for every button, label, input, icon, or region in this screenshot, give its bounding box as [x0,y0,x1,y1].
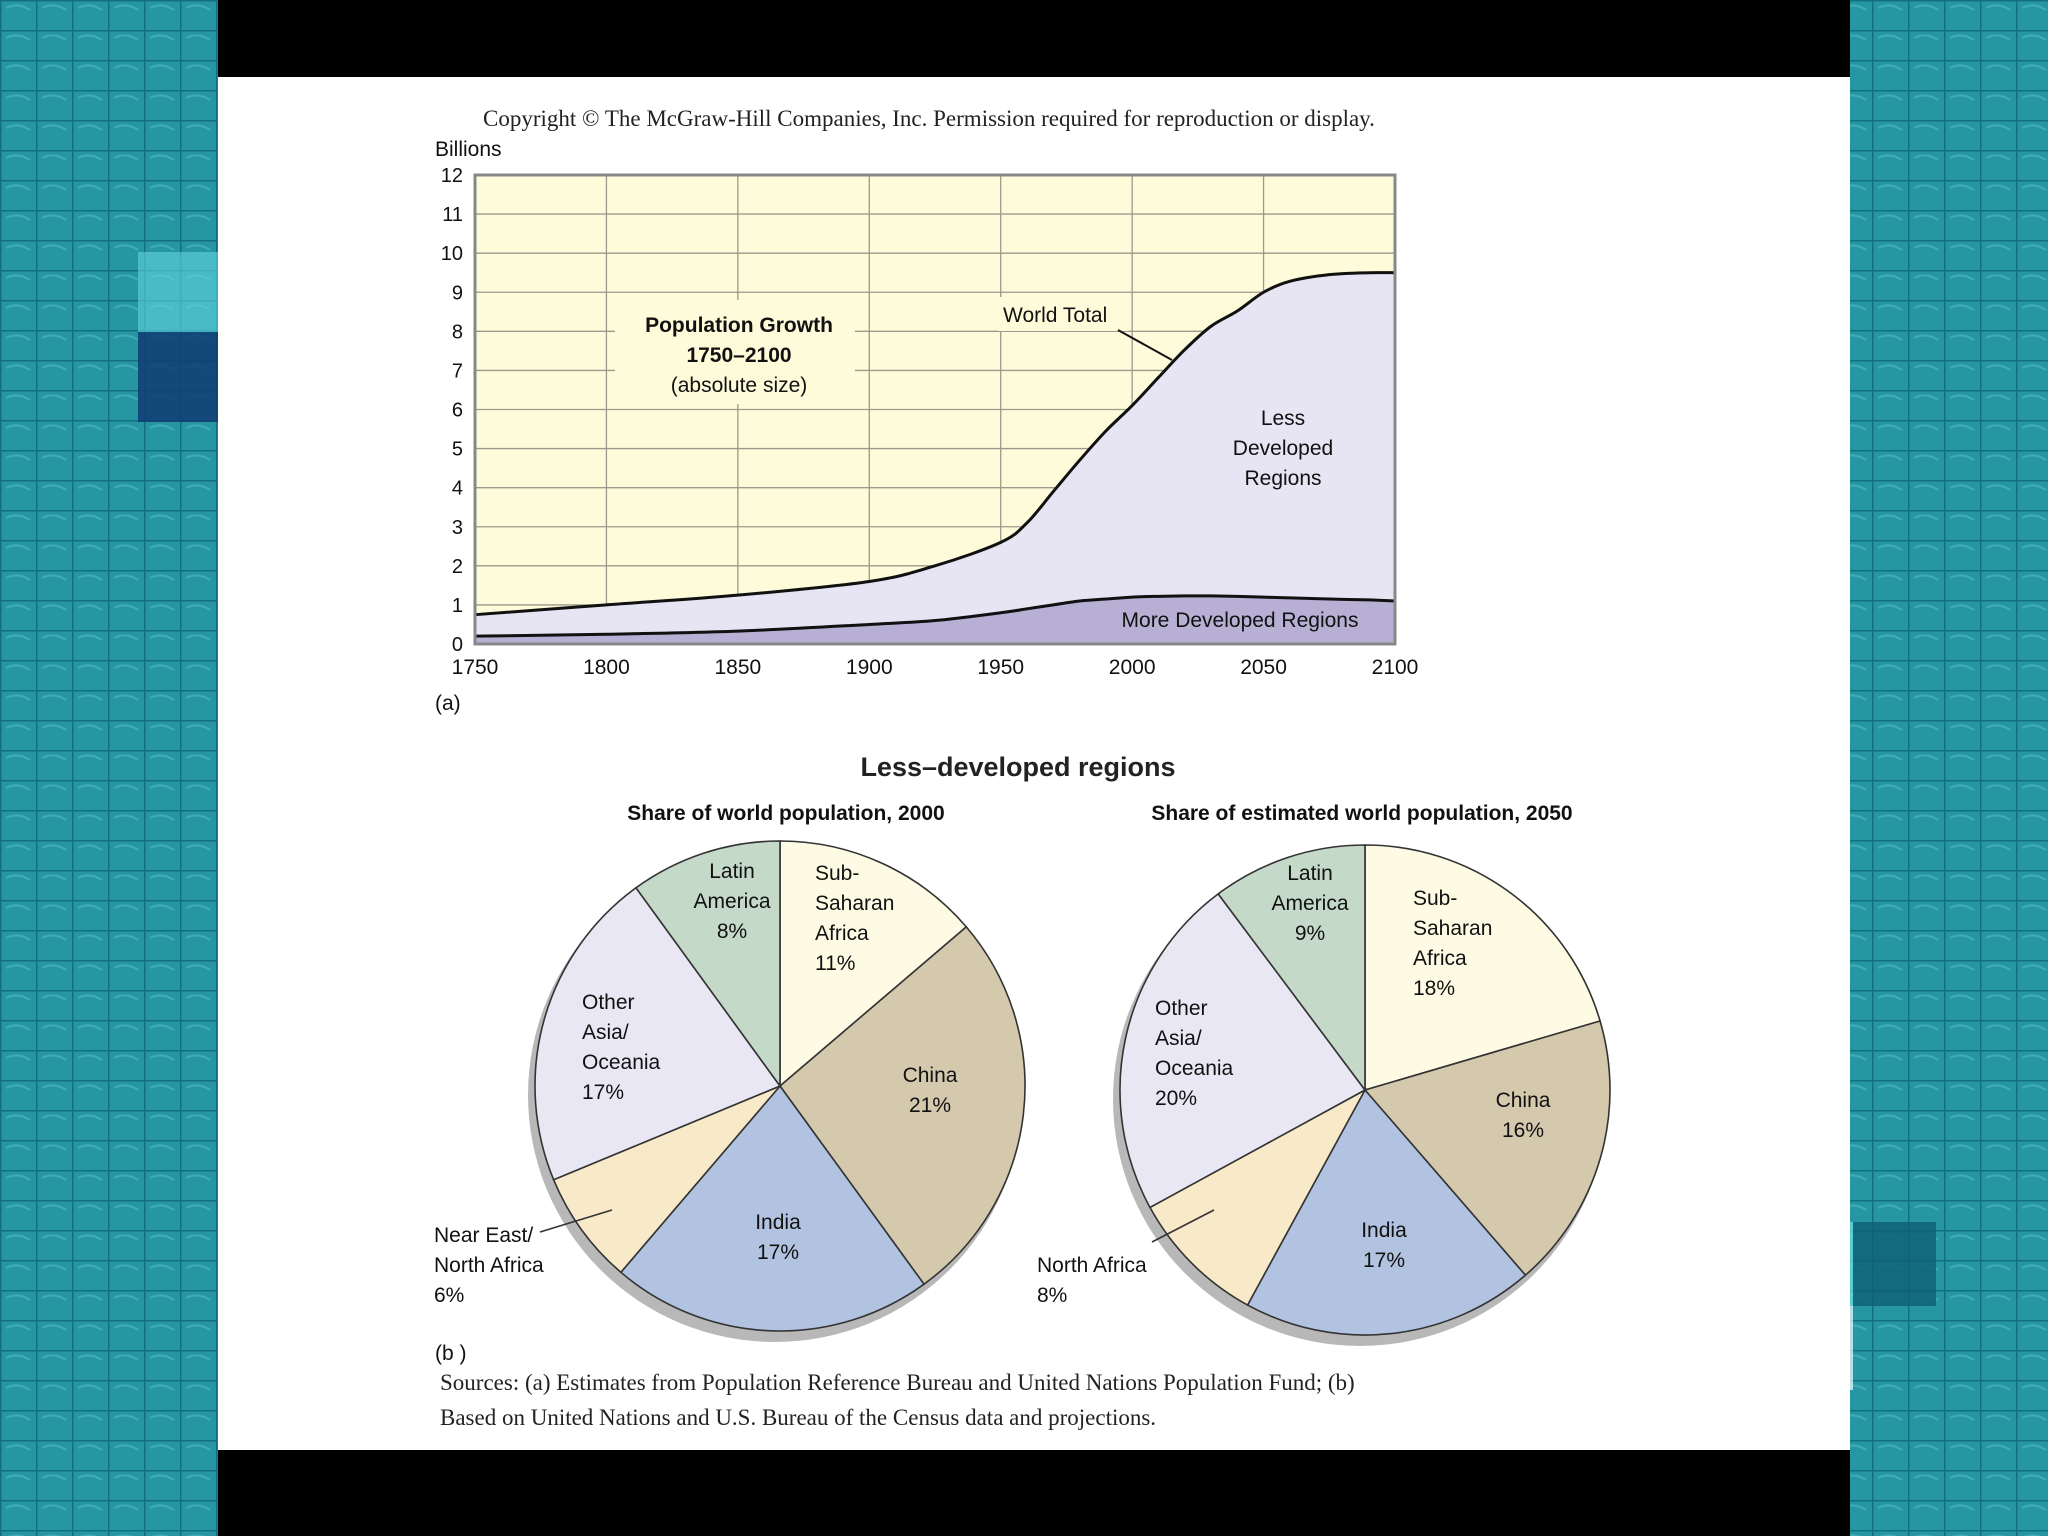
pie-label-sub-saharan-africa: Sub-Saharan Africa 11% [815,862,895,975]
y-tick-label: 2 [451,555,463,578]
pie-2050 [1037,845,1610,1346]
y-tick-label: 3 [451,516,463,539]
y-tick-label: 9 [451,282,463,305]
y-tick-label: 10 [440,243,463,266]
pie-2000 [434,841,1025,1342]
y-tick-label: 12 [440,165,463,187]
sources-line-1: Sources: (a) Estimates from Population Reference Bureau and United Nations Population Fund; (b) [440,1370,1355,1395]
x-tick-label: 2000 [1108,656,1156,679]
y-tick-label: 4 [451,477,463,500]
more-developed-label: More Developed Regions [1121,609,1359,632]
pie-label-india: India 17% [755,1211,801,1264]
pie-2050-title: Share of estimated world population, 2050 [1151,802,1573,825]
x-tick-label: 1850 [714,656,762,679]
y-tick-label: 1 [451,594,463,617]
copyright-text: Copyright © The McGraw-Hill Companies, Inc. Permission required for reproduction or display. [483,106,1375,131]
x-tick-label: 1750 [451,656,499,679]
pie-label-other-asia-oceania: Other Asia/ Oceania 20% [1155,997,1234,1110]
y-tick-label: 5 [451,438,463,461]
y-tick-label: 6 [451,399,463,422]
pie-label-latin-america: Latin America 9% [1271,862,1349,945]
world-total-label: World Total [1003,304,1108,327]
pie-group-title: Less–developed regions [860,752,1176,782]
chart-title-line-1: Population Growth [645,314,833,337]
pie-label-india: India 17% [1361,1219,1407,1272]
panel-label-b: (b ) [435,1342,467,1365]
pie-label-other-asia-oceania: Other Asia/ Oceania 17% [582,991,661,1104]
pie-label-near-east-north-africa: Near East/ North Africa 6% [434,1224,544,1307]
x-tick-label: 2100 [1371,656,1419,679]
x-tick-label: 1900 [845,656,893,679]
y-tick-label: 11 [442,204,463,227]
panel-label-a: (a) [435,692,461,715]
pie-label-near-east-north-africa: North Africa 8% [1037,1254,1147,1307]
y-tick-label: 8 [451,321,463,344]
x-tick-label: 1950 [977,656,1025,679]
x-tick-label: 1800 [583,656,630,679]
chart-subtitle: (absolute size) [670,374,808,397]
pie-label-latin-america: Latin America 8% [693,860,771,943]
y-tick-label: 0 [451,634,463,656]
pie-2000-title: Share of world population, 2000 [627,802,945,825]
y-axis-label: Billions [435,138,502,161]
sources-line-2: Based on United Nations and U.S. Bureau of the Census data and projections. [440,1405,1157,1430]
pie-label-china: China 21% [902,1064,958,1117]
pie-label-china: China 16% [1495,1089,1551,1142]
x-tick-label: 2050 [1240,656,1287,679]
population-growth-chart [435,138,1418,715]
less-developed-label-3: Regions [1244,467,1322,490]
pie-label-sub-saharan-africa: Sub-Saharan Africa 18% [1413,887,1493,1000]
less-developed-label-1: Less [1260,407,1306,430]
y-tick-label: 7 [451,360,463,383]
less-developed-label-2: Developed [1232,437,1334,460]
chart-title-line-2: 1750–2100 [686,344,792,367]
